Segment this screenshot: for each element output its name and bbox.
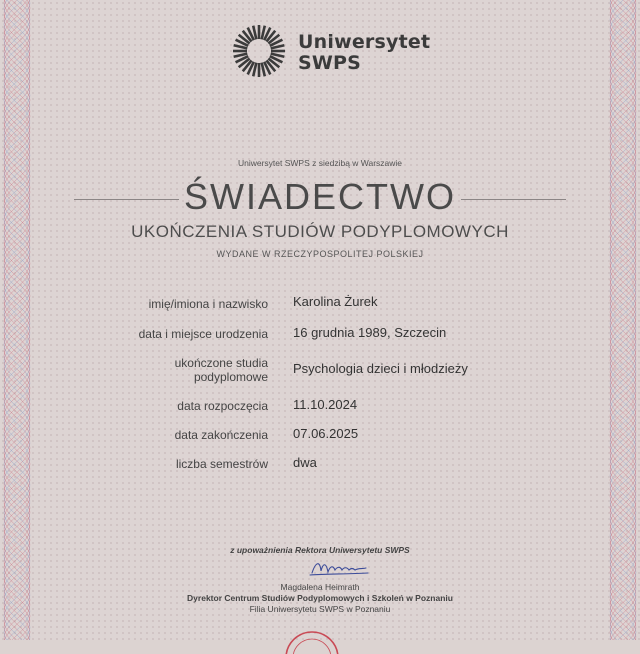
handwritten-signature [306,557,386,579]
logo-line-1: Uniwersytet [298,31,431,53]
guilloche-border-left [0,0,34,640]
certificate-content [34,0,606,640]
field-value-name: Karolina Żurek [293,294,378,309]
logo-line-2: SWPS [298,52,362,74]
issued-in: WYDANE W RZECZYPOSPOLITEJ POLSKIEJ [216,249,424,259]
signer-branch: Filia Uniwersytetu SWPS w Poznaniu [249,604,391,614]
logo-wordmark [298,32,430,74]
field-label-start: data rozpoczęcia [177,399,268,413]
field-value-end: 07.06.2025 [293,426,359,441]
field-value-birth: 16 grudnia 1989, Szczecin [293,325,447,340]
authorization-line: z upoważnienia Rektora Uniwersytetu SWPS [230,545,410,555]
official-stamp [282,624,342,654]
document-title: ŚWIADECTWO [184,176,456,217]
field-value-program: Psychologia dzieci i młodzieży [293,361,468,376]
signer-position: Dyrektor Centrum Studiów Podyplomowych i Szkoleń w Poznaniu [187,593,453,603]
title-row [74,176,566,220]
field-label-program-line-2: podyplomowe [193,370,268,384]
field-label-semesters: liczba semestrów [175,457,268,471]
university-seat: Uniwersytet SWPS z siedzibą w Warszawie [237,158,403,168]
title-rule-right [461,199,566,200]
signer-name: Magdalena Heimrath [280,582,360,592]
sunburst-logo-icon [230,22,288,80]
guilloche-border-right [606,0,640,640]
university-logo [230,22,440,78]
field-value-start: 11.10.2024 [293,397,358,412]
field-label-program [175,356,268,384]
field-label-birth: data i miejsce urodzenia [138,327,268,341]
field-value-semesters: dwa [293,455,317,470]
field-label-program-line-1: ukończone studia [174,356,268,370]
document-subtitle: UKOŃCZENIA STUDIÓW PODYPLOMOWYCH [131,222,509,241]
field-label-name: imię/imiona i nazwisko [148,297,268,311]
field-label-end: data zakończenia [174,428,268,442]
